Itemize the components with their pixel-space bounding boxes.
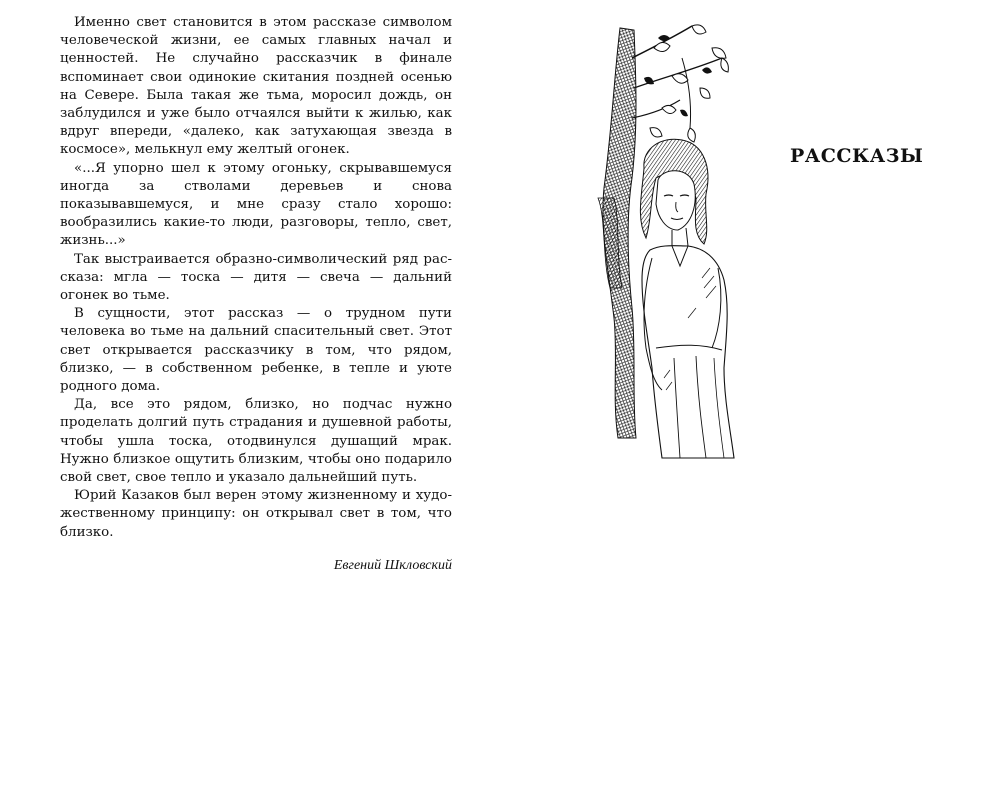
left-page [60, 14, 452, 574]
paragraph-2: «...Я упорно шел к этому огоньку, скрывавшемуся иногда за стволами деревьев и снова показывавшемуся, и мне сразу стало хорошо: вообразились какие-то люди, разговоры, тепло, свет, жизнь...» [60, 160, 452, 249]
paragraph-5: Да, все это рядом, близко, но подчас нужно проделать долгий путь страдания и душевной работы, чтобы ушла тоска, отодвинулся душащий мрак. Нужно близкое ощутить близким, чтобы оно подарило свой свет, свое тепло и указало дальнейший путь. [60, 397, 452, 486]
girl-under-tree-illustration [592, 18, 752, 468]
paragraph-4: В сущности, этот рассказ — о трудном пути человека во тьме на дальний спасительный свет. Этот свет открывается рассказчику в том, что рядом, близко, — в собственном ребенке, в тепле и уюте родного дома. [60, 306, 452, 395]
paragraph-6: Юрий Казаков был верен этому жизненному и художественному принципу: он открывал свет в том, что близко. [60, 488, 452, 540]
author-signature: Евгений Шкловский [333, 557, 452, 573]
paragraph-1: Именно свет становится в этом рассказе символом человеческой жизни, ее самых главных начал и ценностей. Не случайно рассказчик в финале вспоминает свои одинокие скитания поздней осенью на Севере. Была такая же тьма, моросил дождь, он заблудился и уже было отчаялся выйти к жилью, как вдруг впереди, «далеко, как затухающая звезда в космосе», мелькнул ему желтый огонек. [60, 15, 452, 158]
right-page [500, 0, 1000, 800]
section-title: РАССКАЗЫ [790, 145, 924, 167]
paragraph-3: Так выстраивается образно-символический ряд рассказа: мгла — тоска — дитя — свеча — дальний огонек во тьме. [60, 251, 452, 304]
